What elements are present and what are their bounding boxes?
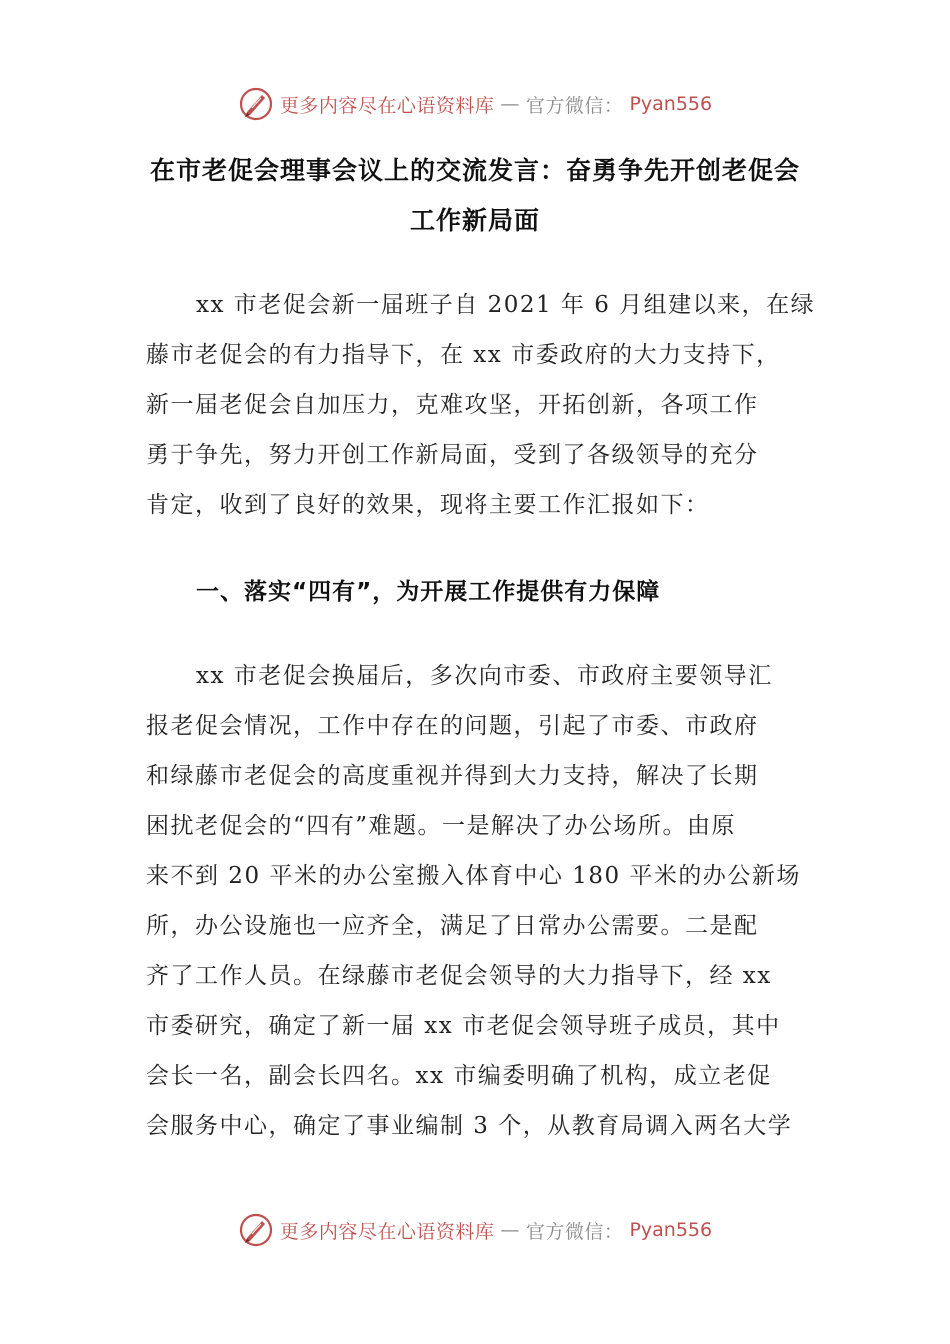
watermark-red-text: 更多内容尽在心语资料库 (279, 1220, 495, 1243)
quill-logo-icon (238, 1212, 274, 1248)
section-heading: 一、落实“四有”，为开展工作提供有力保障 (196, 579, 661, 605)
watermark-red-text: 更多内容尽在心语资料库 (279, 94, 495, 117)
paragraph-line: 会服务中心，确定了事业编制 3 个，从教育局调入两名大学 (146, 1113, 793, 1139)
paragraph-line: xx 市老促会新一届班子自 2021 年 6 月组建以来，在绿 (196, 292, 816, 318)
paragraph-line: 市委研究，确定了新一届 xx 市老促会领导班子成员，其中 (146, 1013, 781, 1039)
watermark-dash: — (500, 93, 520, 115)
quill-logo-icon (238, 86, 274, 122)
paragraph-line: 来不到 20 平米的办公室搬入体育中心 180 平米的办公新场 (146, 863, 801, 889)
paragraph-line: 勇于争先，努力开创工作新局面，受到了各级领导的充分 (146, 442, 759, 468)
watermark-wechat-id: Pyan556 (629, 93, 713, 115)
paragraph-line: 肯定，收到了良好的效果，现将主要工作汇报如下： (146, 492, 710, 518)
paragraph-line: 和绿藤市老促会的高度重视并得到大力支持，解决了长期 (146, 763, 759, 789)
watermark-header (0, 84, 950, 124)
paragraph-line: xx 市老促会换届后，多次向市委、市政府主要领导汇 (196, 663, 773, 689)
paragraph-line: 困扰老促会的“四有”难题。一是解决了办公场所。由原 (146, 813, 737, 839)
title-line-2: 工作新局面 (409, 206, 540, 235)
watermark-gray-text: 官方微信： (525, 94, 624, 117)
watermark-footer (0, 1210, 950, 1250)
document-title (145, 146, 805, 246)
watermark-wechat-id: Pyan556 (629, 1219, 713, 1241)
body-paragraph (146, 651, 806, 1151)
watermark-gray-text: 官方微信： (525, 1220, 624, 1243)
watermark-dash: — (500, 1219, 520, 1241)
intro-paragraph (146, 280, 816, 530)
paragraph-line: 藤市老促会的有力指导下，在 xx 市委政府的大力支持下， (146, 342, 781, 368)
paragraph-line: 会长一名，副会长四名。xx 市编委明确了机构，成立老促 (146, 1063, 772, 1089)
paragraph-line: 报老促会情况，工作中存在的问题，引起了市委、市政府 (146, 713, 759, 739)
paragraph-line: 齐了工作人员。在绿藤市老促会领导的大力指导下，经 xx (146, 963, 772, 989)
paragraph-line: 所，办公设施也一应齐全，满足了日常办公需要。二是配 (146, 913, 759, 939)
paragraph-line: 新一届老促会自加压力，克难攻坚，开拓创新，各项工作 (146, 392, 759, 418)
title-line-1: 在市老促会理事会议上的交流发言：奋勇争先开创老促会 (149, 156, 800, 185)
